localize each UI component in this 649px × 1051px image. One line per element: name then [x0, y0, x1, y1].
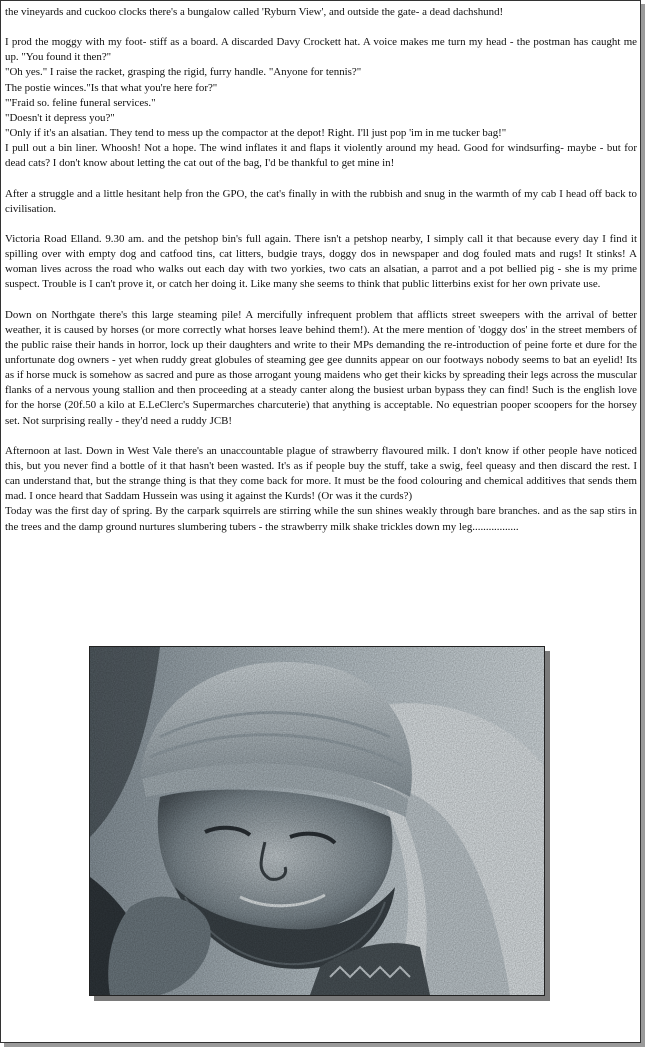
paragraph-dead-dachshund: the vineyards and cuckoo clocks there's a bungalow called 'Ryburn View', and outside the gate- a dead dachshund! — [5, 6, 504, 18]
paragraph-strawberry-milk: Afternoon at last. Down in West Vale there's an unaccountable plague of strawberry flavoured milk. I don't know if other people have noticed this, but you never find a bottle of it that hasn't been wasted. It's as if people buy the stuff, take a swig, feel queasy and then discard the rest. I can understand that, but the strange thing is that they come back for more. It must be the food colouring and chemical additives that sends them mad. I once heard that Saddam Hussein was using it against the Kurds! (Or was it the curds?) — [5, 444, 637, 503]
dialogue-line: "Doesn't it depress you?" — [5, 111, 115, 124]
article-body — [1, 1, 640, 535]
photo-bearded-man-in-woolly-hat — [89, 646, 545, 996]
dialogue-line: "Only if it's an alsatian. They tend to mess up the compactor at the depot! Right. I'll just pop 'im in me tucker bag!" — [5, 127, 507, 140]
dialogue-line: "'Fraid so. feline funeral services." — [5, 96, 156, 109]
dialogue-line: I prod the moggy with my foot- stiff as a board. A discarded Davy Crockett hat. A voice makes me turn my head - the postman has caught me up. "You found it then?" — [5, 36, 637, 64]
paragraph-first-day-of-spring: Today was the first day of spring. By the carpark squirrels are stirring while the sun shines weakly through bare branches. and as the sap stirs in the trees and the damp ground nurtures slumbering tubers - the strawberry milk shake trickles down my leg................. — [5, 505, 637, 533]
paragraph-postman-dialogue — [5, 35, 637, 171]
dialogue-line: "Oh yes." I raise the racket, grasping the rigid, furry handle. "Anyone for tennis?" — [5, 66, 362, 79]
dialogue-line: I pull out a bin liner. Whoosh! Not a hope. The wind inflates it and flaps it violently around my head. Good for windsurfing- maybe - but for dead cats? I don't know about letting the cat out of the bag, I'd be thankful to get mine in! — [5, 142, 637, 170]
paragraph-petshop-bin: Victoria Road Elland. 9.30 am. and the petshop bin's full again. There isn't a petshop nearby, I simply call it that because every day I find it spilling over with empty dog and catfood tins, cat litters, budgie trays, doggy dos in newspaper and dog fouled mats and rugs! It stinks! A woman lives across the road who walks out each day with two yorkies, two cats an alsatian, a parrot and a pot bellied pig - she is my prime suspect. Trouble is I can't prove it, or catch her doing it. Like many she seems to think that public litterbins exist for her own private use. — [5, 232, 637, 291]
paragraph-cat-in-bag: After a struggle and a little hesitant help fron the GPO, the cat's finally in with the rubbish and snug in the warmth of my cab I head off back to civilisation. — [5, 187, 637, 215]
dialogue-line: The postie winces."Is that what you're here for?" — [5, 81, 218, 94]
photo-illustration — [90, 647, 544, 995]
paragraph-horse-muck: Down on Northgate there's this large steaming pile! A mercifully infrequent problem that afflicts street sweepers with the arrival of better weather, it is caused by horses (or more correctly what horses leave behind them!). At the mere mention of 'doggy dos' in the street members of the public raise their hands in horror, lock up their daughters and write to their MPs demanding the re-introduction of peine forte et dure for the unfortunate dog owners - yet when ruddy great globules of steaming gee gee dunnits appear on our footways nobody seems to bat an eyelid! Its as if horse muck is somehow as sacred and pure as those arrogant young maidens who get their kicks by spreading their legs across the muscular flanks of a nervous young stallion and then proceeding at a steady canter along the busiest urban bypass they can find! Such is the english love for the horse (20f.50 a kilo at E.LeClerc's Supermarches charcuterie) that anything is acceptable. No equestrian pooper scoopers for the horsey set. Not surprising really - they'd need a ruddy JCB! — [5, 308, 637, 427]
